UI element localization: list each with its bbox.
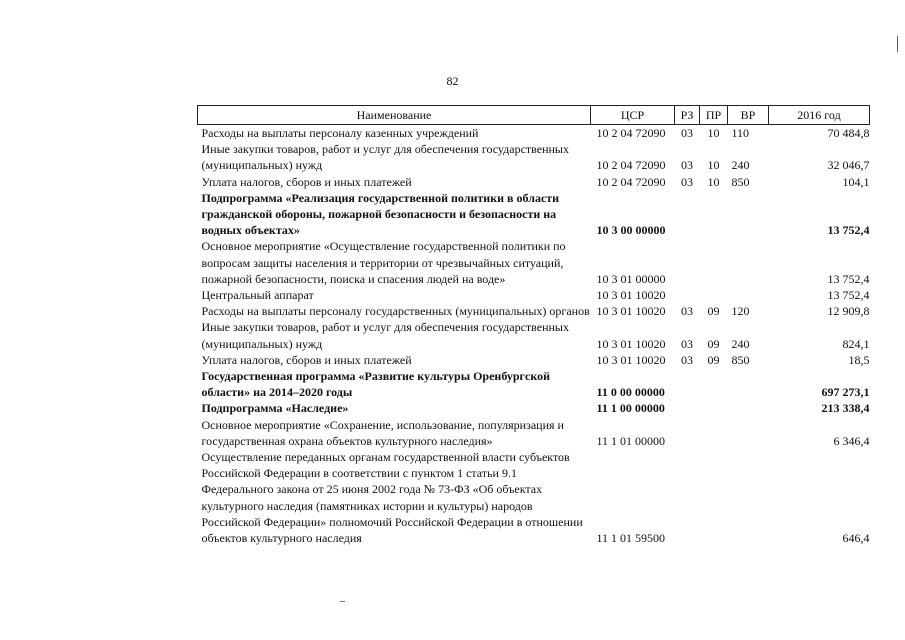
header-pr: ПР	[700, 106, 728, 125]
cell-rz	[675, 238, 700, 287]
cell-csr: 10 3 01 10020	[596, 336, 666, 351]
table-row	[198, 190, 870, 239]
cell-rz	[675, 368, 700, 400]
table-row	[198, 141, 870, 173]
cell-vr	[728, 449, 769, 546]
table-row	[198, 174, 870, 190]
table-row	[198, 287, 870, 303]
table-row	[198, 303, 870, 319]
cell-rz: 03	[681, 126, 693, 140]
cell-name: Подпрограмма «Реализация государственной политики в области гражданской обороны, пожарной безопасности и безопасности на водных объектах»	[201, 190, 560, 238]
cell-rz	[675, 287, 700, 303]
cell-vr: 850	[731, 174, 750, 189]
header-amount: 2016 год	[769, 106, 870, 125]
cell-rz: 03	[681, 352, 693, 367]
cell-pr	[700, 368, 728, 400]
cell-amount: 13 752,4	[827, 223, 870, 238]
cell-amount: 32 046,7	[827, 158, 870, 173]
table-row	[198, 417, 870, 449]
budget-table	[197, 105, 870, 546]
cell-name: Подпрограмма «Наследие»	[201, 401, 349, 416]
cell-vr	[728, 238, 769, 287]
header-csr: ЦСР	[591, 106, 675, 125]
scan-mark	[340, 601, 345, 602]
cell-pr	[700, 449, 728, 546]
cell-name: Осуществление переданных органам государственной власти субъектов Российской Федерации в соответствии с пунктом 1 статьи 9.1 Федерального закона от 25 июня 2002 года № 73-ФЗ «Об объектах культурного наследия (памятниках истории и культуры) народов Российской Федерации» полномочий Российской Федерации в отношении объектов культурного наследия	[201, 450, 583, 546]
cell-name: Расходы на выплаты персоналу государственных (муниципальных) органов	[201, 304, 590, 319]
table-header	[198, 106, 870, 125]
cell-vr	[728, 417, 769, 449]
cell-rz	[675, 449, 700, 546]
cell-pr	[700, 417, 728, 449]
cell-name: Иные закупки товаров, работ и услуг для обеспечения государственных (муниципальных) нужд	[201, 142, 569, 173]
cell-csr: 10 3 01 10020	[596, 304, 666, 319]
cell-amount: 213 338,4	[821, 401, 870, 416]
cell-name: Центральный аппарат	[201, 288, 314, 303]
table-row	[198, 352, 870, 368]
cell-amount: 6 346,4	[833, 433, 870, 448]
cell-amount: 13 752,4	[827, 288, 870, 303]
cell-amount: 824,1	[842, 336, 870, 351]
header-rz: РЗ	[675, 106, 700, 125]
cell-amount: 13 752,4	[827, 271, 870, 286]
cell-name: Иные закупки товаров, работ и услуг для обеспечения государственных (муниципальных) нужд	[201, 320, 569, 351]
cell-pr: 09	[707, 336, 720, 351]
header-vr: ВР	[728, 106, 769, 125]
table-row	[198, 238, 870, 287]
table-row	[198, 319, 870, 351]
cell-amount: 646,4	[842, 531, 870, 546]
cell-csr: 10 2 04 72090	[596, 158, 666, 173]
cell-rz	[675, 417, 700, 449]
page-number: 82	[446, 74, 459, 88]
cell-vr: 120	[731, 304, 750, 319]
cell-vr: 110	[731, 126, 750, 140]
cell-pr: 10	[707, 174, 720, 189]
cell-amount: 18,5	[848, 352, 870, 367]
cell-name: Расходы на выплаты персоналу казенных учреждений	[201, 126, 479, 140]
cell-pr: 09	[707, 304, 720, 319]
cell-vr: 850	[731, 352, 750, 367]
cell-name: Государственная программа «Развитие культуры Оренбургской области» на 2014–2020 годы	[201, 369, 550, 400]
cell-pr	[700, 287, 728, 303]
cell-amount: 697 273,1	[821, 385, 870, 400]
table-row	[198, 125, 870, 142]
cell-amount: 104,1	[842, 174, 870, 189]
cell-csr: 10 3 01 10020	[596, 352, 666, 367]
cell-vr: 240	[731, 336, 750, 351]
cell-vr: 240	[731, 158, 750, 173]
page-edge-mark	[897, 36, 898, 52]
table-body	[198, 125, 870, 547]
table-row	[198, 400, 870, 416]
cell-vr	[728, 400, 769, 416]
cell-amount: 70 484,8	[827, 126, 870, 140]
cell-pr: 10	[707, 158, 720, 173]
cell-pr	[700, 238, 728, 287]
cell-csr: 11 1 01 00000	[596, 433, 666, 448]
cell-csr: 10 3 00 00000	[596, 223, 666, 238]
cell-rz: 03	[681, 304, 693, 319]
header-name: Наименование	[198, 106, 591, 125]
cell-csr: 11 0 00 00000	[596, 385, 665, 400]
cell-amount: 12 909,8	[827, 304, 870, 319]
cell-rz	[675, 400, 700, 416]
cell-csr: 11 1 01 59500	[596, 531, 666, 546]
cell-name: Основное мероприятие «Осуществление государственной политики по вопросам защиты населения и территории от чрезвычайных ситуаций, пожарной безопасности, поиска и спасения людей на воде»	[201, 239, 566, 286]
cell-name: Уплата налогов, сборов и иных платежей	[201, 174, 412, 189]
cell-csr: 11 1 00 00000	[596, 401, 665, 416]
cell-pr	[700, 190, 728, 239]
cell-pr	[700, 400, 728, 416]
cell-vr	[728, 368, 769, 400]
cell-rz: 03	[681, 158, 693, 173]
cell-vr	[728, 190, 769, 239]
table-row	[198, 368, 870, 400]
table-row	[198, 449, 870, 546]
cell-rz	[675, 190, 700, 239]
cell-vr	[728, 287, 769, 303]
cell-csr: 10 3 01 10020	[596, 288, 666, 303]
cell-csr: 10 3 01 00000	[596, 271, 666, 286]
cell-pr: 10	[707, 126, 720, 140]
cell-rz: 03	[681, 336, 693, 351]
cell-pr: 09	[707, 352, 720, 367]
cell-csr: 10 2 04 72090	[596, 174, 666, 189]
cell-rz: 03	[681, 174, 693, 189]
cell-name: Уплата налогов, сборов и иных платежей	[201, 352, 412, 367]
cell-csr: 10 2 04 72090	[596, 126, 666, 140]
cell-name: Основное мероприятие «Сохранение, использование, популяризация и государственная охрана объектов культурного наследия»	[201, 417, 564, 448]
